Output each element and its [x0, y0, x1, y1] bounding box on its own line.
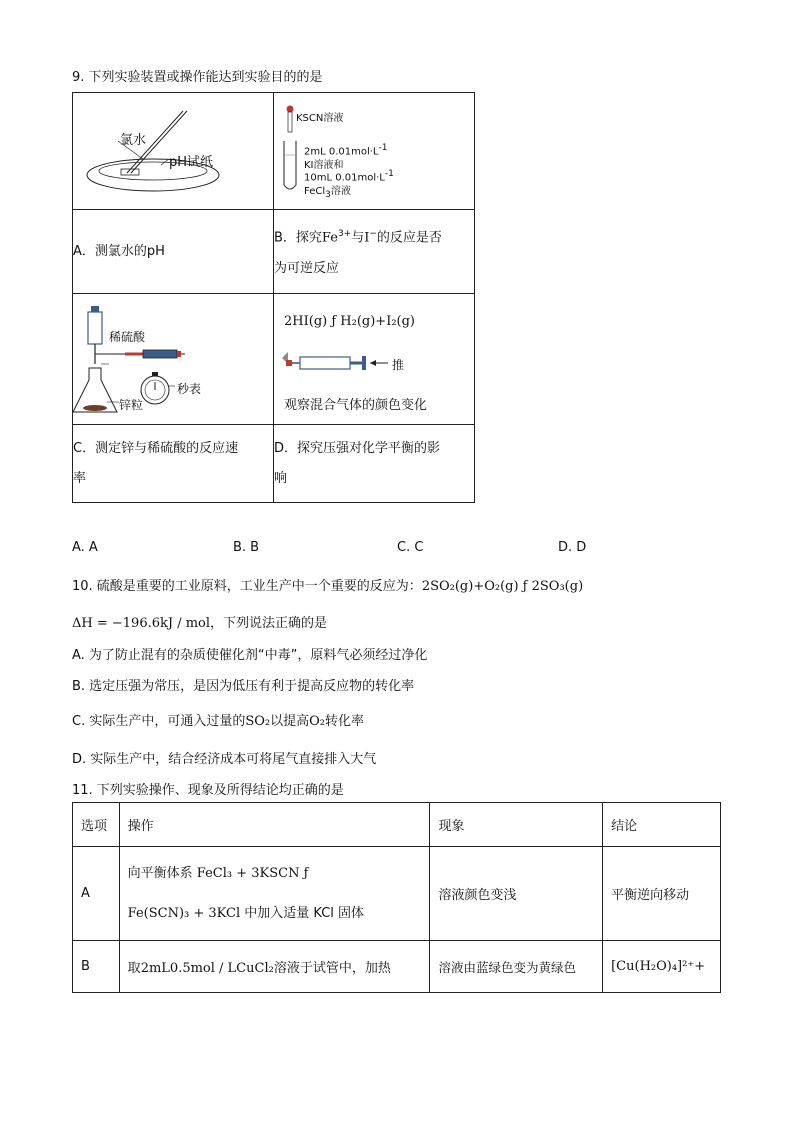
equilibrium-equation: 2HI(g) ƒ H₂(g)+I₂(g) [284, 314, 416, 329]
label-push: 推 [392, 358, 405, 372]
q10-option-d[interactable]: D. 实际生产中，结合经济成本可将尾气直接排入大气 [72, 752, 377, 767]
label-b-line3: 10mL $0.01mol\cdot L^{-1}$ [304, 169, 394, 184]
question-10-enthalpy: ΔH = −196.6kJ / mol，下列说法正确的是 [72, 616, 328, 631]
figure-d-cell [274, 294, 475, 425]
label-kscn: KSCN溶液 [296, 113, 344, 124]
figure-d-caption: 观察混合气体的颜色变化 [284, 398, 428, 413]
row-a-conclusion: 平衡逆向移动 [603, 847, 721, 941]
question-9-table [72, 92, 475, 503]
label-ph-paper: pH试纸 [169, 155, 214, 170]
caption-a: A．测氯水的pH [73, 210, 274, 294]
figure-c-illustration [73, 294, 273, 424]
figure-c-cell [73, 294, 274, 425]
figure-a-cell [73, 93, 274, 210]
caption-b: B．探究$Fe^{3+}$与I−的反应是否 为可逆反应 [274, 210, 475, 294]
row-a-phenomenon: 溶液颜色变浅 [430, 847, 603, 941]
q9-option-c[interactable]: C. C [397, 540, 424, 555]
header-phenomenon: 现象 [430, 803, 603, 847]
q10-option-a[interactable]: A. 为了防止混有的杂质使催化剂“中毒”，原料气必须经过净化 [72, 648, 428, 663]
row-a-operation: 向平衡体系 FeCl₃ + 3KSCN ƒ Fe(SCN)₃ + 3KCl 中加入适量 KCl 固体 [119, 847, 430, 941]
header-operation: 操作 [119, 803, 430, 847]
question-11-table [72, 802, 721, 993]
q10-equation: 2SO₂(g)+O₂(g) ƒ 2SO₃(g) [421, 579, 584, 594]
header-conclusion: 结论 [603, 803, 721, 847]
q9-option-d[interactable]: D. D [558, 540, 587, 555]
header-option: 选项 [73, 803, 120, 847]
row-a-option: A [73, 847, 120, 941]
row-b-operation: 取2mL0.5mol / LCuCl₂溶液于试管中，加热 [119, 941, 430, 993]
q10-option-c[interactable]: C. 实际生产中，可通入过量的SO₂以提高O₂转化率 [72, 714, 365, 729]
label-dilute-sulfuric-acid: 稀硫酸 [109, 330, 146, 344]
q10-option-b[interactable]: B. 选定压强为常压，是因为低压有利于提高反应物的转化率 [72, 679, 415, 694]
question-10-stem: 10. 硫酸是重要的工业原料，工业生产中一个重要的反应为：2SO₂(g)+O₂(g) ƒ 2SO₃(g) [72, 579, 584, 594]
label-b-line2: KI溶液和 [304, 160, 344, 171]
question-9-stem: 9. 下列实验装置或操作能达到实验目的的是 [72, 70, 323, 85]
label-b-line1: 2mL $0.01mol\cdot L^{-1}$ [304, 143, 388, 158]
caption-d: D．探究压强对化学平衡的影 响 [274, 425, 475, 503]
table-row [73, 847, 721, 941]
row-b-conclusion: [Cu(H₂O)₄]²⁺+ [603, 941, 721, 993]
label-chlorine-water: 氯水 [120, 133, 147, 148]
table-row [73, 941, 721, 993]
figure-b-cell [274, 93, 475, 210]
label-stopwatch: 秒表 [177, 382, 202, 396]
label-zinc-granules: 锌粒 [119, 398, 144, 412]
row-b-phenomenon: 溶液由蓝绿色变为黄绿色 [430, 941, 603, 993]
label-b-line4: FeCl$_3$溶液 [304, 186, 351, 200]
q9-option-b[interactable]: B. B [233, 540, 260, 555]
q9-option-a[interactable]: A. A [72, 540, 98, 555]
question-11-stem: 11. 下列实验操作、现象及所得结论均正确的是 [72, 783, 344, 798]
caption-c: C．测定锌与稀硫酸的反应速 率 [73, 425, 274, 503]
row-b-option: B [73, 941, 120, 993]
